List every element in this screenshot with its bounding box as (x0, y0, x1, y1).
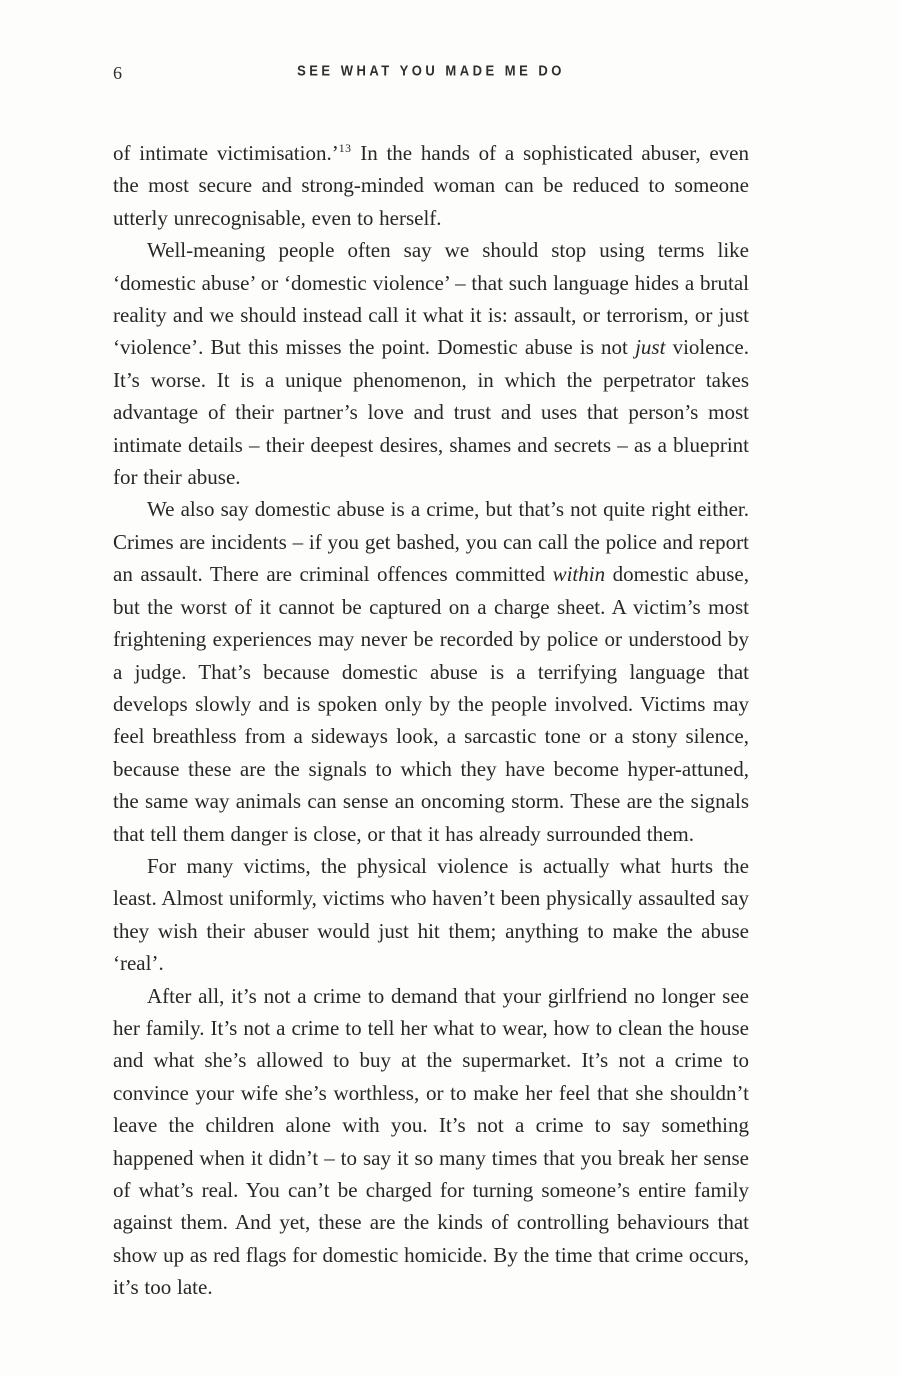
text-segment: We also say domestic abuse is a crime, but that’s not quite right either. Crimes are incidents – if you get bashed, you can call the police and report an assault. There are criminal offences committed (113, 497, 749, 587)
text-segment: domestic abuse, but the worst of it cannot be captured on a charge sheet. A victim’s most frightening experiences may never be recorded by police or understood by a judge. That’s because domestic abuse is a terrifying language that develops slowly and is spoken only by the people involved. Victims may feel breathless from a sideways look, a sarcastic tone or a stony silence, because these are the signals to which they have become hyper-attuned, the same way animals can sense an oncoming storm. These are the signals that tell them danger is close, or that it has already surrounded them. (113, 562, 749, 846)
text-segment: just (635, 335, 666, 360)
paragraph (113, 137, 749, 234)
page-header (113, 62, 749, 86)
footnote-marker: 13 (338, 142, 352, 155)
paragraph (113, 234, 749, 493)
text-segment: within (552, 562, 606, 587)
page-body (113, 137, 749, 1304)
running-head: SEE WHAT YOU MADE ME DO (297, 62, 565, 79)
paragraph (113, 850, 749, 980)
text-segment: In the hands of a sophisticated abuser, even the most secure and strong-minded woman can be reduced to someone utterly unrecognisable, even to herself. (113, 141, 749, 230)
text-segment: After all, it’s not a crime to demand that your girlfriend no longer see her family. It’s not a crime to tell her what to wear, how to clean the house and what she’s allowed to buy at the supermarket. It’s not a crime to convince your wife she’s worthless, or to make her feel that she shouldn’t leave the children alone with you. It’s not a crime to say something happened when it didn’t – to say it so many times that you break her sense of what’s real. You can’t be charged for turning someone’s entire family against them. And yet, these are the kinds of controlling behaviours that show up as red flags for domestic homicide. By the time that crime occurs, it’s too late. (113, 983, 749, 1300)
text-segment: For many victims, the physical violence is actually what hurts the least. Almost uniformly, victims who haven’t been physically assaulted say they wish their abuser would just hit them; anything to make the abuse ‘real’. (113, 853, 749, 976)
text-segment: of intimate victimisation.’ (113, 141, 339, 165)
paragraph (113, 980, 749, 1304)
page-number: 6 (113, 63, 122, 83)
text-segment: Well-meaning people often say we should stop using terms like ‘domestic abuse’ or ‘domestic violence’ – that such language hides a brutal reality and we should instead call it what it is: assault, or terrorism, or just ‘violence’. But this misses the point. Domestic abuse is not (113, 238, 749, 360)
paragraph (113, 493, 749, 849)
text-segment: violence. It’s worse. It is a unique phenomenon, in which the perpetrator takes advantage of their partner’s love and trust and uses that person’s most intimate details – their deepest desires, shames and secrets – as a blueprint for their abuse. (113, 335, 749, 490)
